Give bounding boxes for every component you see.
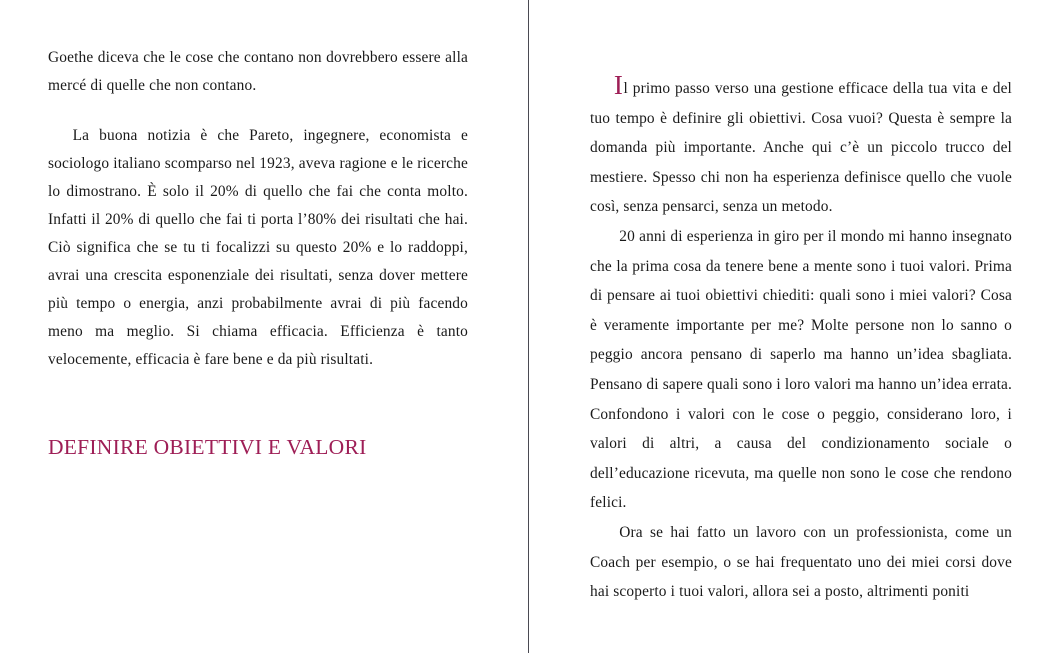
paragraph-pareto: La buona notizia è che Pareto, ingegnere, economista e sociologo italiano scomparso nel 1923, aveva ragione e le ricerche lo dimostrano. È solo il 20% di quello che fai che conta molto. Infatti il 20% di quello che fai ti porta l’80% dei risultati che hai. Ciò significa che se tu ti focalizzi su questo 20% e lo raddoppi, avrai una crescita esponenziale dei risultati, senza dover mettere più tempo o energia, anzi probabilmente avrai di più facendo meno ma meglio. Si chiama efficacia. Efficienza è tanto velocemente, efficacia è fare bene e da più risultati. (48, 127, 468, 368)
right-page-text-column (590, 70, 1012, 607)
paragraph-coach: Ora se hai fatto un lavoro con un professionista, come un Coach per esempio, o se hai frequentato uno dei miei corsi dove hai scoperto i tuoi valori, allora sei a posto, altrimenti poniti (590, 523, 1012, 601)
paragraph-quote: Goethe diceva che le cose che contano non dovrebbero essere alla mercé di quelle che non contano. (48, 49, 468, 94)
section-heading-wrapper (48, 436, 468, 460)
left-page-text-column (48, 44, 468, 460)
decorative-initial-cap-icon: I (613, 70, 624, 100)
right-page (529, 0, 1050, 653)
paragraph-valori: 20 anni di esperienza in giro per il mondo mi hanno insegnato che la prima cosa da tenere bene a mente sono i tuoi valori. Prima di pensare ai tuoi obiettivi chiediti: quali sono i miei valori? Cosa è veramente importante per me? Molte persone non lo sanno o peggio ancora pensano di saperlo ma hanno un’idea sbagliata. Pensano di sapere quali sono i loro valori ma hanno un’idea errata. Confondono i valori con le cose o peggio, considerano loro, i valori di altri, a causa del condizionamento sociale o dell’educazione ricevuta, ma quelle non sono le cose che rendono felici. (590, 227, 1012, 512)
paragraph-opening-body: l primo passo verso una gestione efficace della tua vita e del tuo tempo è definire gli obiettivi. Cosa vuoi? Questa è sempre la domanda più importante. Anche qui c’è un piccolo trucco del mestiere. Spesso chi non ha esperienza definisce quello che vuole così, senza pensarci, senza un metodo. (590, 80, 1012, 216)
paragraph-opening (590, 70, 1012, 222)
section-heading-definire-obiettivi-e-valori: DEFINIRE OBIETTIVI E VALORI (48, 435, 367, 459)
